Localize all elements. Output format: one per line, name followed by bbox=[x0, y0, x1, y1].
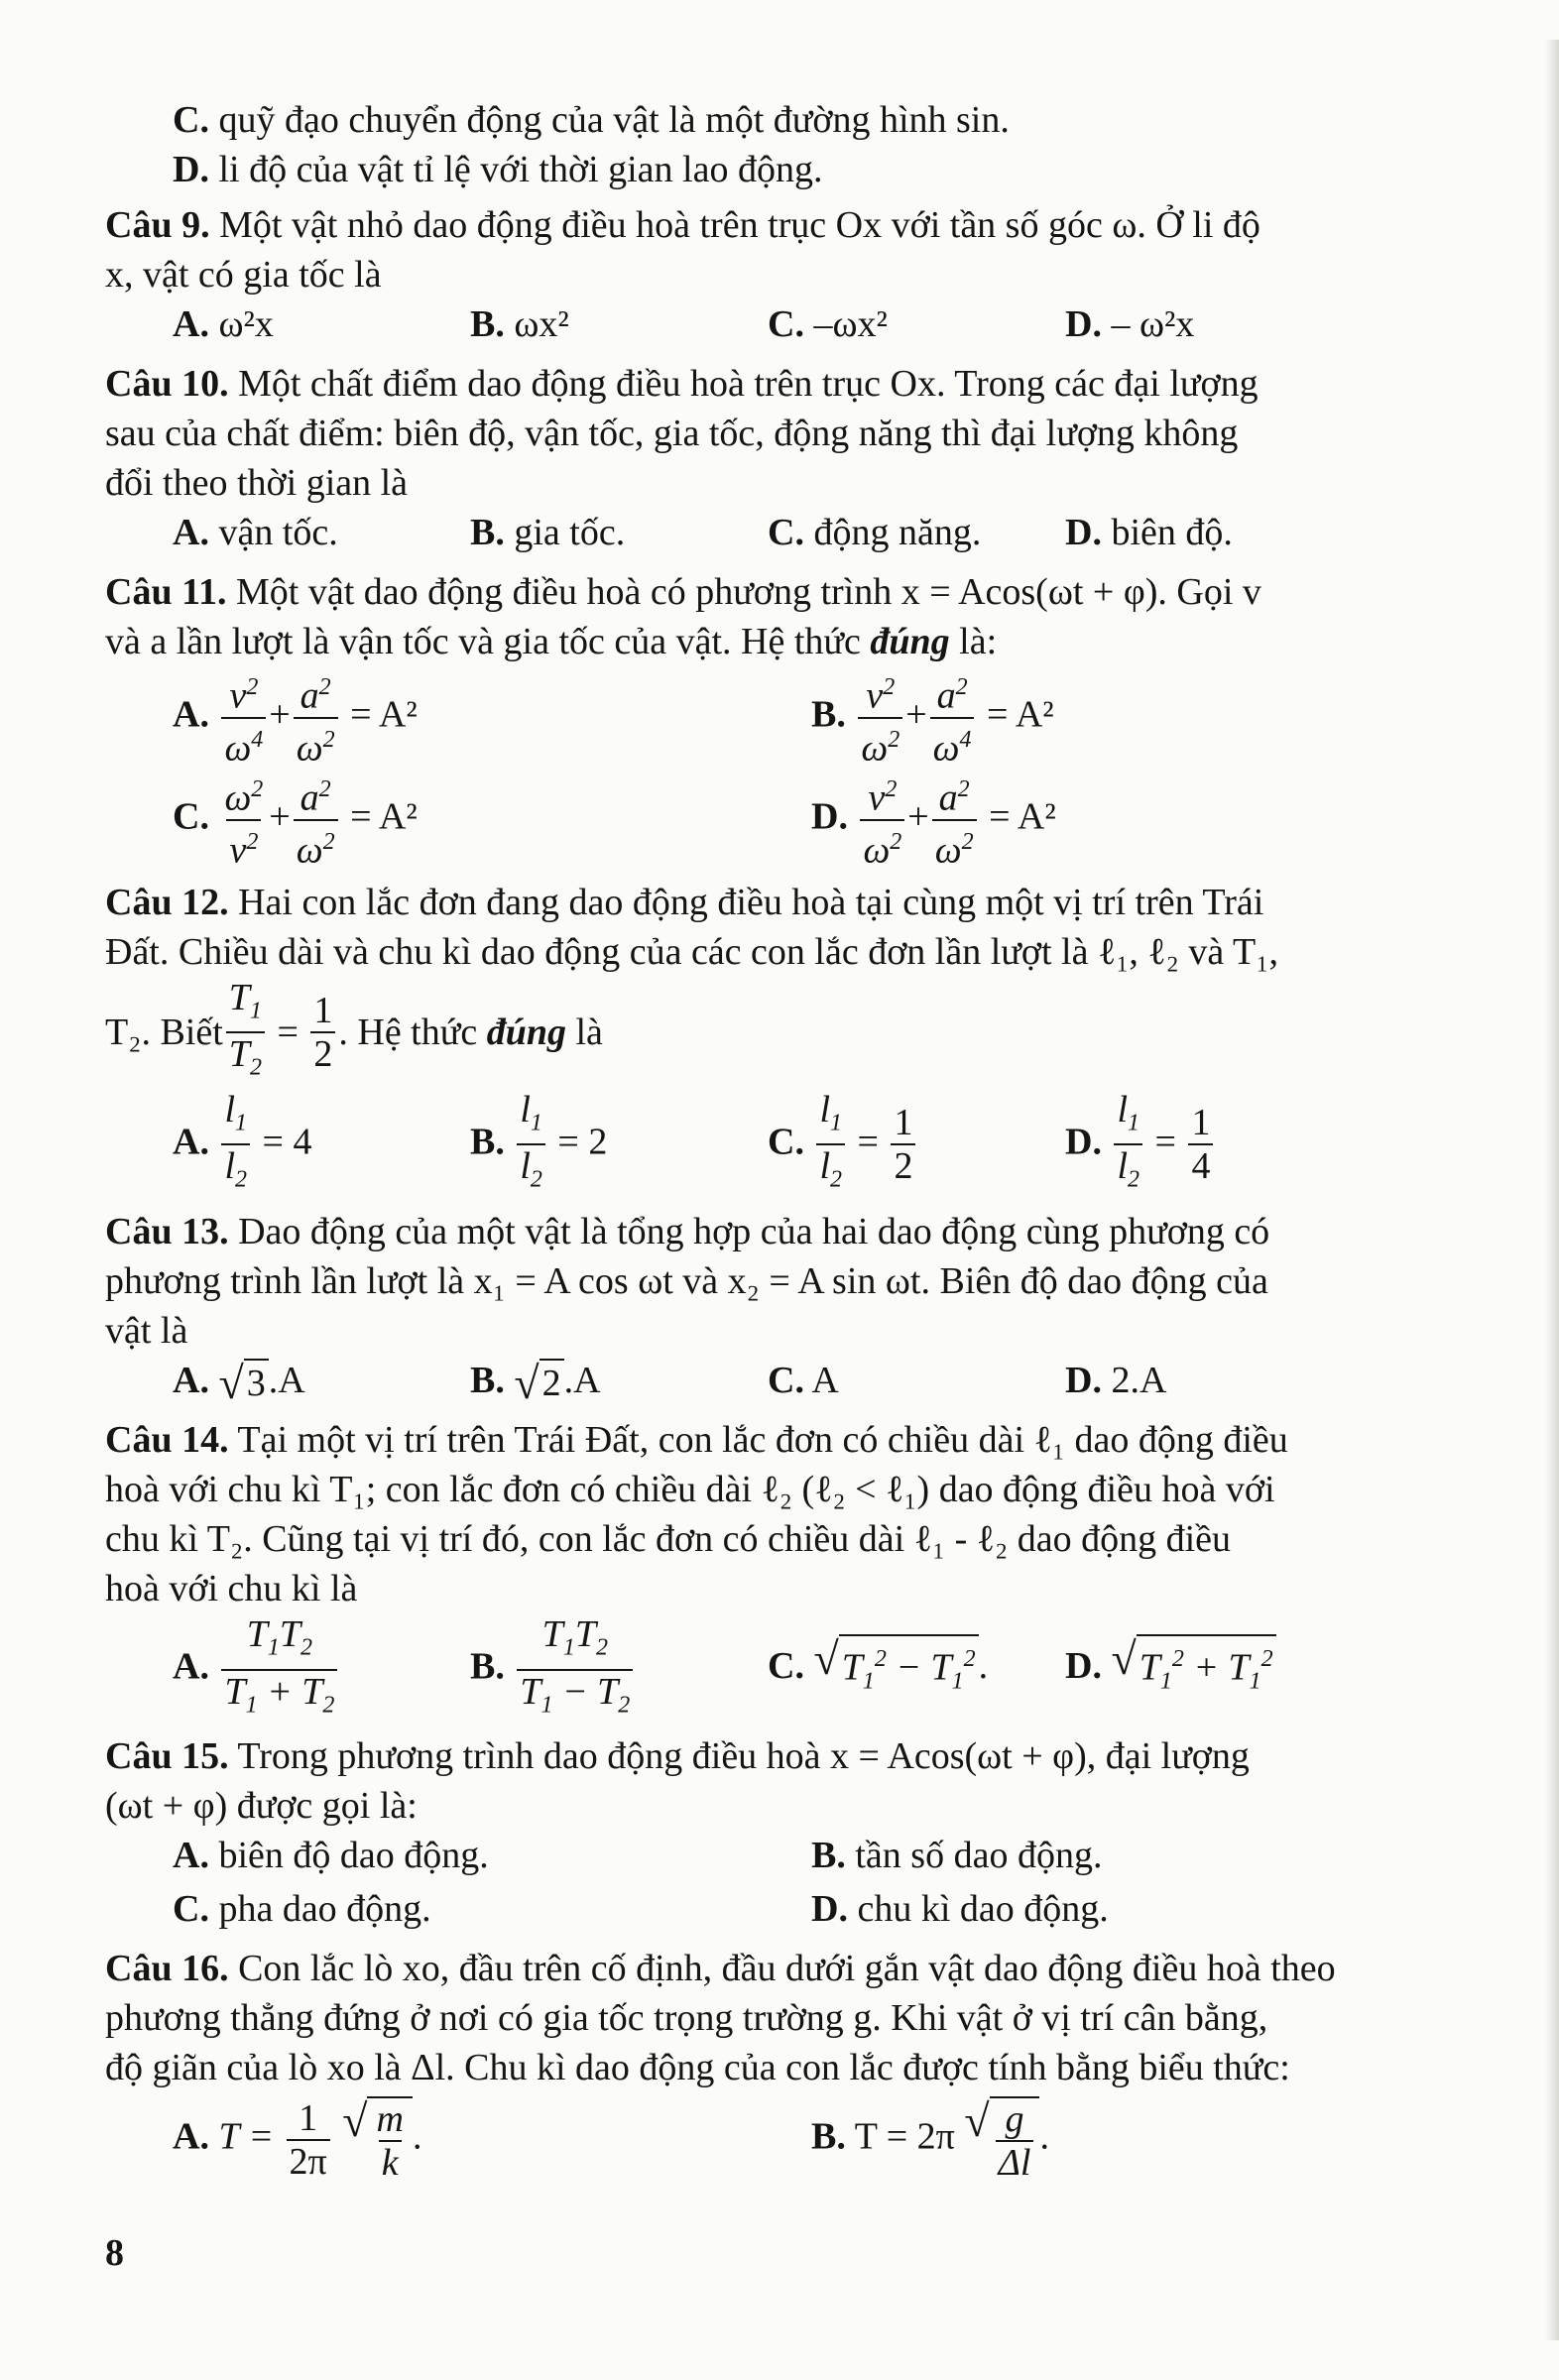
page-number: 8 bbox=[105, 2232, 124, 2274]
option-b[interactable]: B. ωx² bbox=[470, 303, 569, 345]
options-row bbox=[105, 1089, 1450, 1201]
option-a[interactable]: A. $\frac{l_1}{l_2}$ = 4 bbox=[173, 1089, 470, 1201]
page-edge-shadow bbox=[1545, 40, 1559, 2340]
options-row bbox=[105, 2092, 1450, 2188]
option-a[interactable]: A. T = $\frac{1}{2\pi}$ √ $\frac{m}{k}$ . bbox=[173, 2095, 422, 2185]
question-14: Câu 14. Tại một vị trí trên Trái Đất, con lắc đơn có chiều dài ℓ₁ dao động điều hoà với chu kì T₁; con lắc đơn có chiều dài ℓ₂ (ℓ₂ < ℓ₁) dao động điều hoà với chu kì T₂. Cũng tại vị trí đó, con lắc đơn có chiều dài ℓ₁ - ℓ₂ dao động điều hoà với chu kì là A. $\frac{T_1T_2}{T_1 + T_2}$ B. $\frac{T_1T_2}{T_1 - T_2}$ C. √ $T_1^2 - T_1^2$ . D. √ $T_1^2 + T_1^2$ bbox=[105, 1415, 1450, 1726]
option-a[interactable]: A. √ 3 .A bbox=[173, 1358, 305, 1409]
option-a[interactable]: A. $\frac{T_1T_2}{T_1 + T_2}$ bbox=[173, 1613, 470, 1726]
option-c[interactable]: C. $\frac{l_1}{l_2}$ = $\frac{1}{2}$ bbox=[768, 1089, 1065, 1201]
option-d[interactable]: D. 2.A bbox=[1065, 1360, 1167, 1401]
options-row bbox=[105, 1831, 1450, 1884]
option-d[interactable]: D. $\frac{l_1}{l_2}$ = $\frac{1}{4}$ bbox=[1065, 1089, 1313, 1201]
option-a[interactable]: A. biên độ dao động. bbox=[173, 1835, 489, 1877]
options-row bbox=[105, 666, 1450, 769]
question-9: Câu 9. Một vật nhỏ dao động điều hoà trên trục Ox với tần số góc ω. Ở li độ x, vật có gia tốc là A. ω²x B. ωx² C. –ωx² D. – ω²x bbox=[105, 200, 1450, 353]
option-line: C. quỹ đạo chuyển động của vật là một đường hình sin. bbox=[173, 99, 1010, 141]
option-b[interactable]: B. T = 2π √ $\frac{g}{\Delta l}$ . bbox=[811, 2095, 1049, 2185]
option-c[interactable]: C. A bbox=[768, 1360, 839, 1401]
options-row bbox=[105, 1613, 1450, 1726]
option-b[interactable]: B. $\frac{v^2}{\omega^2}$ + $\frac{a^2}{\omega^4}$ = A² bbox=[811, 674, 1054, 770]
question-12: Câu 12. Hai con lắc đơn đang dao động điều hoà tại cùng một vị trí trên Trái Đất. Chiều dài và chu kì dao động của các con lắc đơn lần lượt là ℓ₁, ℓ₂ và T₁, T₂. Biết $\frac{T_1}{T_2}$ = $\frac{1}{2}$ . Hệ thức đúng là A. $\frac{l_1}{l_2}$ = 4 B. $\frac{l_1}{l_2}$ = 2 C. $\frac{l_1}{l_2}$ = $\frac{1}{2}$ D. $\frac{l_1}{l_2}$ = $\frac{1}{4}$ bbox=[105, 878, 1450, 1201]
question-10: Câu 10. Một chất điểm dao động điều hoà trên trục Ox. Trong các đại lượng sau của chất điểm: biên độ, vận tốc, gia tốc, động năng thì đại lượng không đổi theo thời gian là A. vận tốc. B. gia tốc. C. động năng. D. biên độ. bbox=[105, 359, 1450, 561]
options-row bbox=[105, 299, 1450, 353]
option-c[interactable]: C. động năng. bbox=[768, 512, 982, 553]
option-d[interactable]: D. √ $T_1^2 + T_1^2$ bbox=[1065, 1634, 1313, 1704]
question-15: Câu 15. Trong phương trình dao động điều hoà x = Acos(ωt + φ), đại lượng (ωt + φ) được gọi là: A. biên độ dao động. B. tần số dao động. C. pha dao động. D. chu kì dao động. bbox=[105, 1731, 1450, 1938]
option-b[interactable]: B. tần số dao động. bbox=[811, 1835, 1103, 1877]
option-b[interactable]: B. $\frac{l_1}{l_2}$ = 2 bbox=[470, 1089, 768, 1201]
option-d[interactable]: D. chu kì dao động. bbox=[811, 1888, 1109, 1931]
options-row bbox=[105, 1884, 1450, 1938]
content bbox=[105, 95, 1450, 2188]
question-13: Câu 13. Dao động của một vật là tổng hợp của hai dao động cùng phương có phương trình lần lượt là x₁ = A cos ωt và x₂ = A sin ωt. Biên độ dao động của vật là A. √ 3 .A B. √ 2 .A C. A D. 2.A bbox=[105, 1207, 1450, 1409]
option-b[interactable]: B. √ 2 .A bbox=[470, 1358, 601, 1409]
options-row bbox=[105, 1356, 1450, 1409]
option-c[interactable]: C. pha dao động. bbox=[173, 1888, 431, 1931]
option-c[interactable]: C. $\frac{\omega^2}{v^2}$ + $\frac{a^2}{\omega^2}$ = A² bbox=[173, 776, 418, 872]
option-d[interactable]: D. – ω²x bbox=[1065, 303, 1195, 345]
option-c[interactable]: C. √ $T_1^2 - T_1^2$ . bbox=[768, 1634, 1065, 1704]
options-row bbox=[105, 508, 1450, 561]
question-11: Câu 11. Một vật dao động điều hoà có phương trình x = Acos(ωt + φ). Gọi v và a lần lượt là vận tốc và gia tốc của vật. Hệ thức đúng là: A. $\frac{v^2}{\omega^4}$ + $\frac{a^2}{\omega^2}$ = A² B. $\frac{v^2}{\omega^2}$ + $\frac{a^2}{\omega^4}$ = A² C. $\frac{\omega^2}{v^2}$ + $\frac{a^2}{\omega^2}$ = A² D. $\frac{v^2}{\omega^2}$ + $\frac{a^2}{\omega^2}$ = A² bbox=[105, 567, 1450, 872]
option-a[interactable]: A. $\frac{v^2}{\omega^4}$ + $\frac{a^2}{\omega^2}$ = A² bbox=[173, 674, 418, 770]
option-c[interactable]: C. –ωx² bbox=[768, 303, 888, 345]
option-b[interactable]: B. gia tốc. bbox=[470, 512, 626, 553]
options-row bbox=[105, 769, 1450, 871]
question-16: Câu 16. Con lắc lò xo, đầu trên cố định, đầu dưới gắn vật dao động điều hoà theo phương thẳng đứng ở nơi có gia tốc trọng trường g. Khi vật ở vị trí cân bằng, độ giãn của lò xo là Δl. Chu kì dao động của con lắc được tính bằng biểu thức: A. T = $\frac{1}{2\pi}$ √ $\frac{m}{k}$ . B. T = 2π √ $\frac{g}{\Delta l}$ . bbox=[105, 1944, 1450, 2188]
option-a[interactable]: A. vận tốc. bbox=[173, 512, 338, 553]
option-d[interactable]: D. $\frac{v^2}{\omega^2}$ + $\frac{a^2}{\omega^2}$ = A² bbox=[811, 776, 1056, 872]
option-line: D. li độ của vật tỉ lệ với thời gian lao động. bbox=[173, 149, 823, 190]
option-a[interactable]: A. ω²x bbox=[173, 303, 274, 345]
option-d[interactable]: D. biên độ. bbox=[1065, 512, 1233, 553]
option-b[interactable]: B. $\frac{T_1T_2}{T_1 - T_2}$ bbox=[470, 1613, 768, 1726]
